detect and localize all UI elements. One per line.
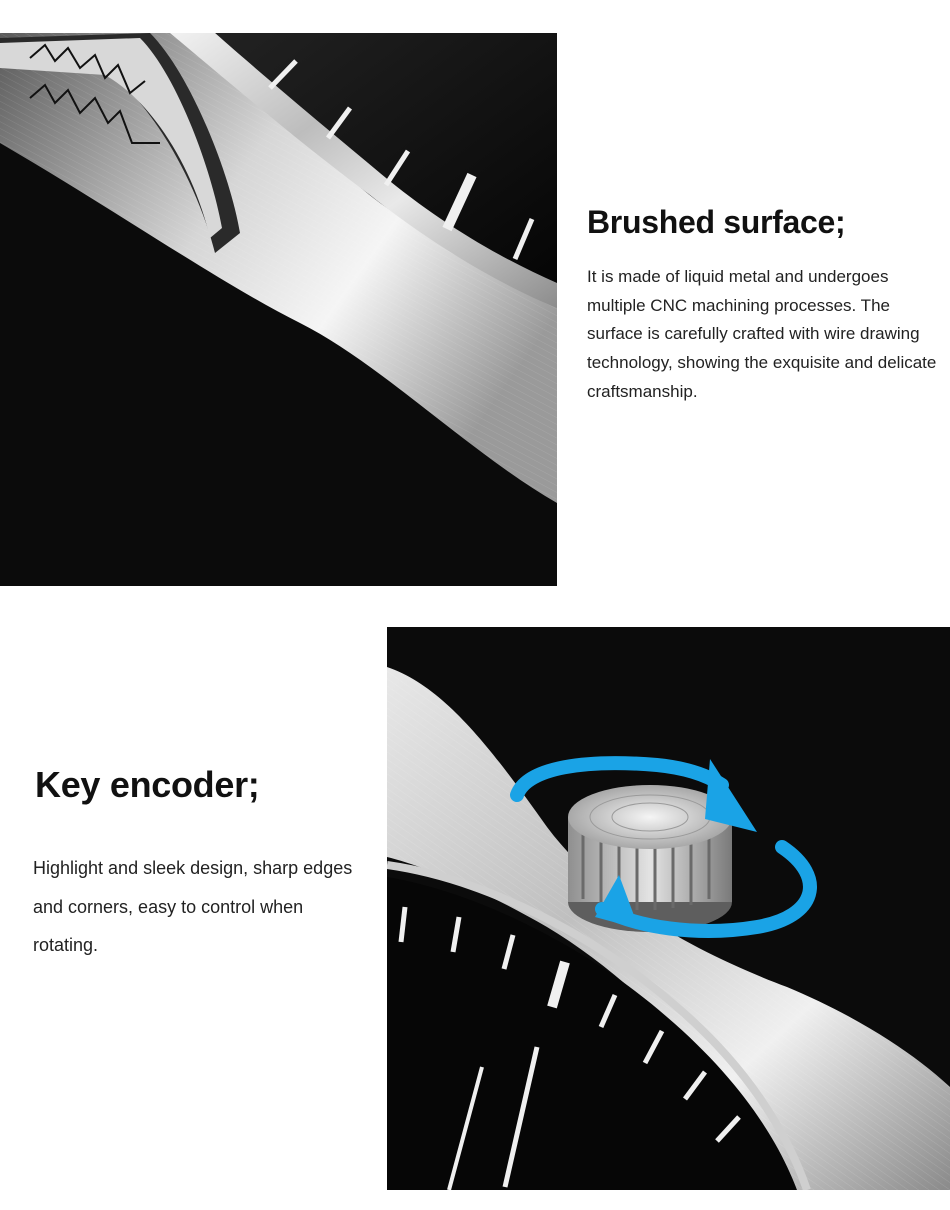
section-title-key-encoder: Key encoder; [35, 764, 260, 805]
section-description-brushed-surface: It is made of liquid metal and undergoes multiple CNC machining processes. The surface is carefully crafted with wire drawing technology, showing the exquisite and delicate craftsmanship. [587, 267, 937, 401]
watch-case-closeup-illustration [0, 33, 557, 586]
section-title-brushed-surface: Brushed surface; [587, 204, 846, 240]
section-description-key-encoder: Highlight and sleek design, sharp edges and corners, easy to control when rotating. [33, 858, 353, 955]
key-encoder-image [387, 627, 950, 1190]
watch-crown-illustration [387, 627, 950, 1190]
brushed-surface-image [0, 33, 557, 586]
